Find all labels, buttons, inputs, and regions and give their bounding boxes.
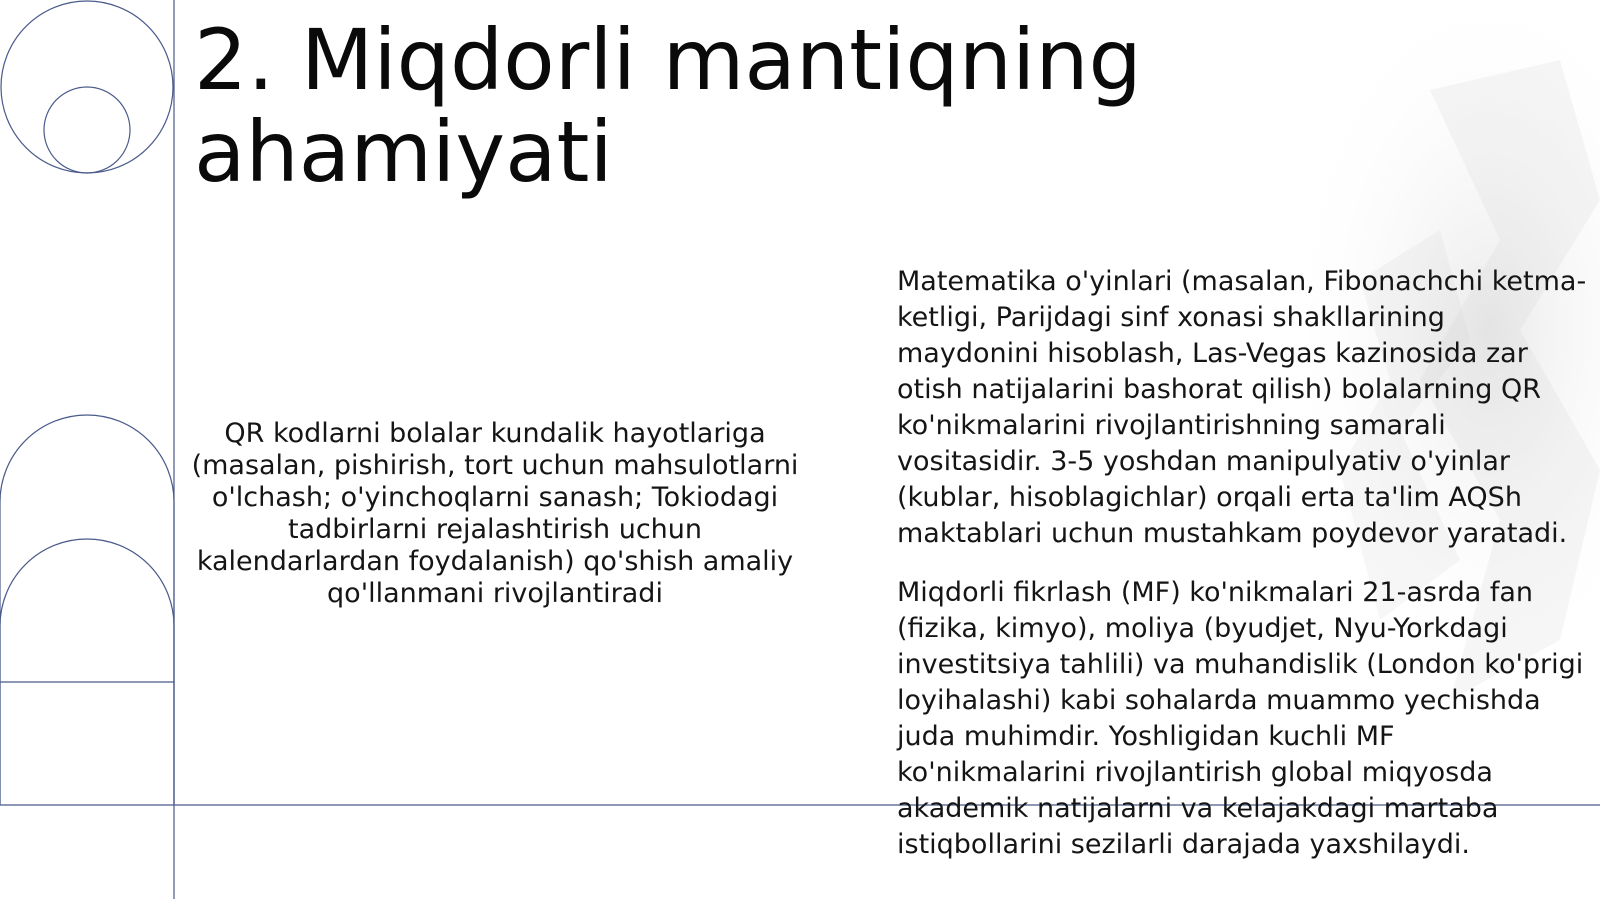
right-paragraph-bottom: Miqdorli fikrlash (MF) ko'nikmalari 21-asrda fan (fizika, kimyo), moliya (byudjet, Nyu-Yorkdagi investitsiya tahlili) va muhandislik (London ko'prigi loyihalashi) kabi sohalarda muammo yechishda juda muhimdir. Yoshligidan kuchli MF ko'nikmalarini rivojlantirish global miqyosda akademik natijalarni va kelajakdagi martaba istiqbollarini sezilarli darajada yaxshilaydi. (897, 577, 1584, 860)
center-paragraph: QR kodlarni bolalar kundalik hayotlariga (masalan, pishirish, tort uchun mahsulotlarni o'lchash; o'yinchoqlarni sanash; Tokiodagi tadbirlarni rejalashtirish uchun kalendarlardan foydalanish) qo'shish amaliy qo'llanmani rivojlantiradi (191, 418, 799, 609)
upper-arch-outline (0, 415, 174, 805)
right-paragraph-top: Matematika o'yinlari (masalan, Fibonachchi ketma-ketligi, Parijdagi sinf xonasi shakllarining maydonini hisoblash, Las-Vegas kazinosida zar otish natijalarini bashorat qilish) bolalarning QR ko'nikmalarini rivojlantirishning samarali vositasidir. 3-5 yoshdan manipulyativ o'yinlar (kublar, hisoblagichlar) orqali erta ta'lim AQSh maktablari uchun mustahkam poydevor yaratadi. (897, 266, 1587, 549)
small-circle-outline (44, 87, 130, 173)
slide-title: 2. Miqdorli mantiqning ahamiyati (194, 11, 1142, 201)
lower-arch-outline (0, 539, 174, 805)
